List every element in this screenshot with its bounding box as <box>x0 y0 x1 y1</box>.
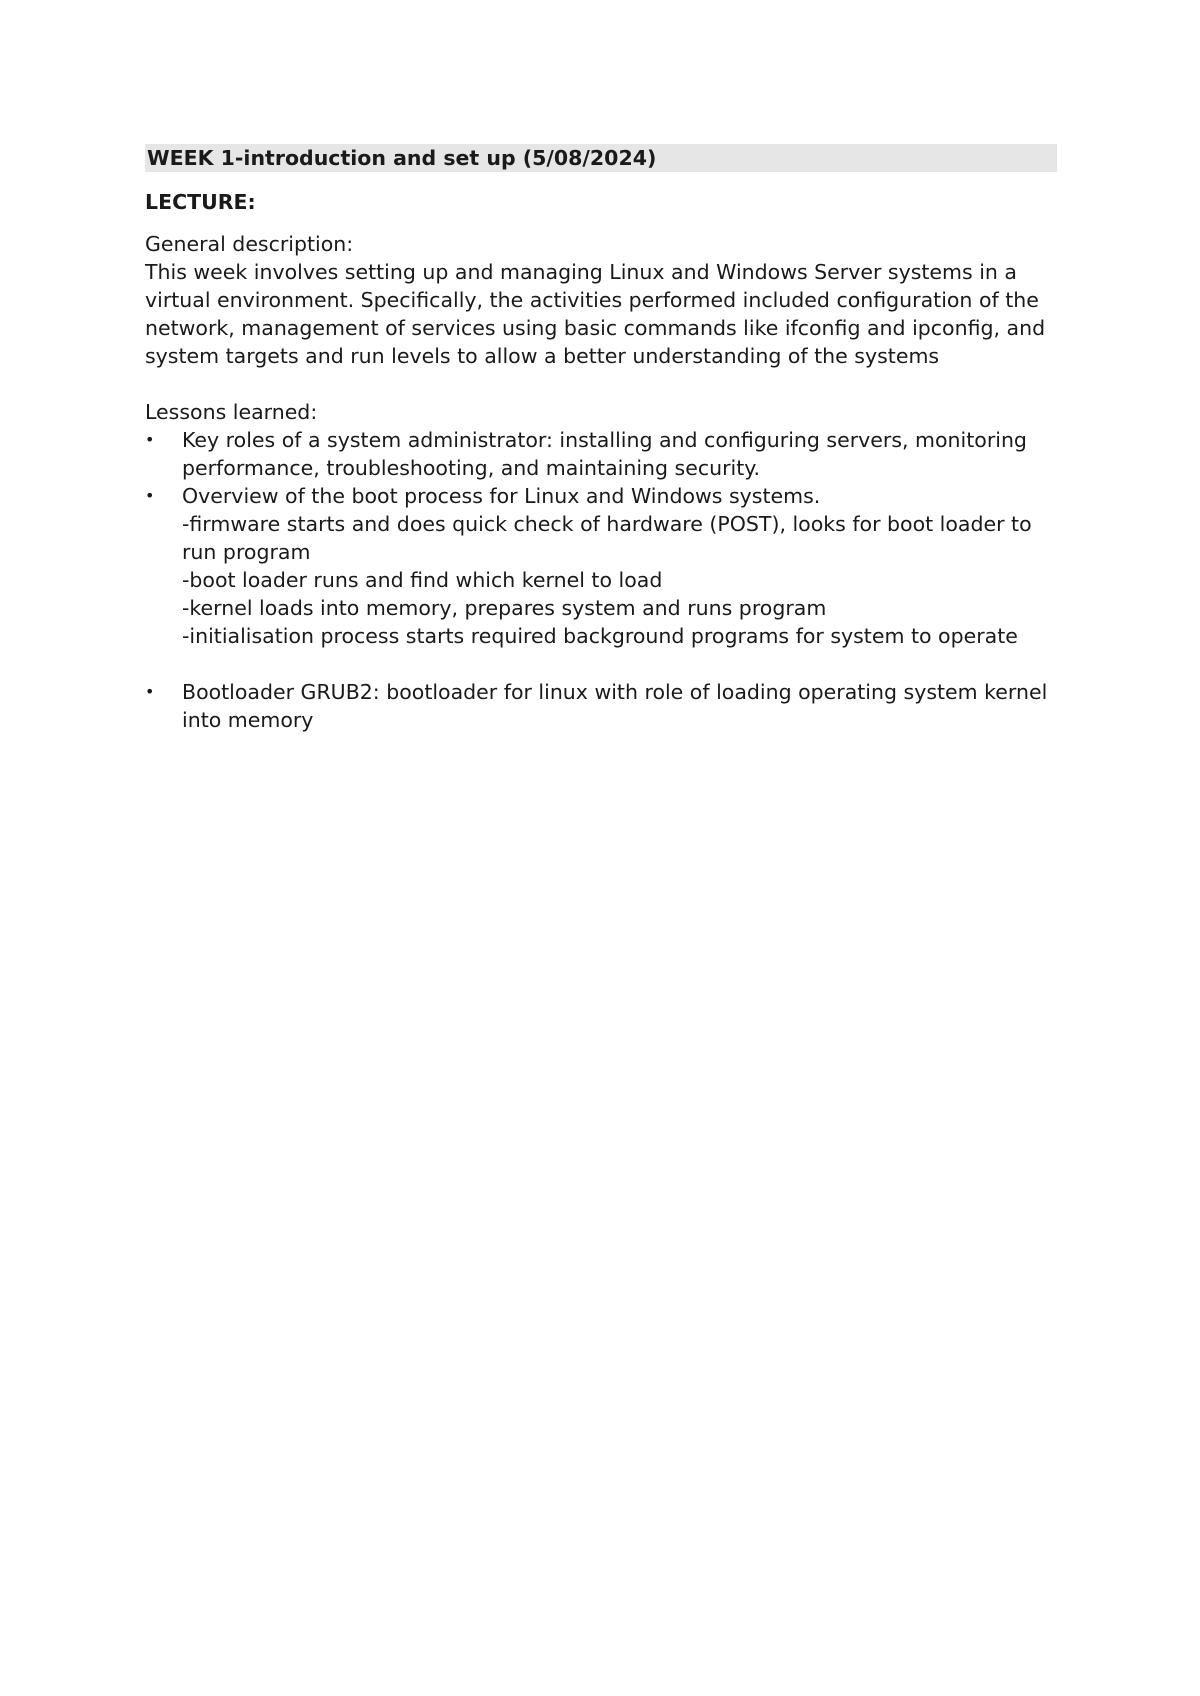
blank-line <box>182 650 1057 678</box>
general-description-label: General description: <box>145 232 354 256</box>
lesson-text: Bootloader GRUB2: bootloader for linux with role of loading operating system kernel into memory <box>182 680 1048 732</box>
list-item <box>145 482 1057 678</box>
lesson-text: Overview of the boot process for Linux and Windows systems. <box>182 484 821 508</box>
lecture-heading: LECTURE: <box>145 190 256 214</box>
lesson-text: Key roles of a system administrator: installing and configuring servers, monitoring performance, troubleshooting, and maintaining security. <box>182 428 1027 480</box>
week-heading: WEEK 1-introduction and set up (5/08/2024) <box>145 144 1057 172</box>
list-item <box>145 678 1057 734</box>
bullet-icon: • <box>145 486 155 505</box>
document-body <box>145 144 1057 734</box>
boot-step: -firmware starts and does quick check of hardware (POST), looks for boot loader to run program <box>182 512 1032 564</box>
bullet-icon: • <box>145 430 155 449</box>
boot-step: -kernel loads into memory, prepares system and runs program <box>182 596 827 620</box>
bullet-icon: • <box>145 682 155 701</box>
general-description-text: This week involves setting up and managing Linux and Windows Server systems in a virtual environment. Specifically, the activities performed included configuration of the network, management of services using basic commands like ifconfig and ipconfig, and system targets and run levels to allow a better understanding of the systems <box>145 260 1046 368</box>
boot-step: -initialisation process starts required background programs for system to operate <box>182 624 1018 648</box>
boot-step: -boot loader runs and find which kernel to load <box>182 568 663 592</box>
lessons-list <box>145 426 1057 734</box>
list-item <box>145 426 1057 482</box>
lessons-learned-label: Lessons learned: <box>145 400 318 424</box>
